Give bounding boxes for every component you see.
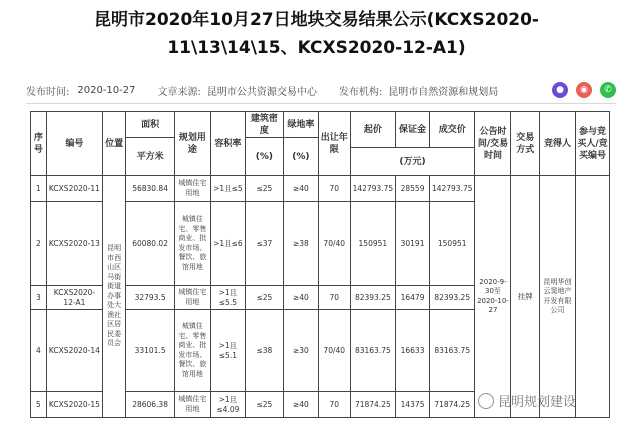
cell-use: 城镇住宅用地 (174, 392, 210, 418)
cell-deposit: 14375 (396, 392, 430, 418)
cell-start: 83163.75 (350, 310, 396, 392)
wechat-share-icon[interactable]: ✆ (600, 82, 616, 98)
cell-use: 城镇住宅、零售商业、批发市场、餐饮、旅馆用地 (174, 310, 210, 392)
cell-term: 70 (318, 286, 350, 310)
cell-density: ≤38 (245, 310, 283, 392)
cell-deal: 150951 (429, 202, 475, 286)
cell-seq: 3 (31, 286, 47, 310)
cell-deal: 83163.75 (429, 310, 475, 392)
cell-start: 142793.75 (350, 176, 396, 202)
cell-density: ≤37 (245, 202, 283, 286)
source-value: 昆明市公共资源交易中心 (206, 86, 317, 98)
cell-green: ≥40 (283, 286, 318, 310)
cell-deposit: 16633 (396, 310, 430, 392)
cell-area: 33101.5 (126, 310, 175, 392)
cell-deal: 142793.75 (429, 176, 475, 202)
cell-start: 82393.25 (350, 286, 396, 310)
header-density: 建筑密度 (245, 112, 283, 138)
publish-time-value: 2020-10-27 (77, 84, 136, 96)
cell-area: 28606.38 (126, 392, 175, 418)
cell-use: 城镇住宅、零售商业、批发市场、餐饮、旅馆用地 (174, 202, 210, 286)
header-green-unit: (%) (283, 138, 318, 176)
cell-far: >1且≤6 (210, 202, 245, 286)
title-line-1: 昆明市2020年10月27日地块交易结果公示(KCXS2020- (93, 10, 539, 30)
title-line-2: 11\13\14\15、KCXS2020-12-A1) (167, 38, 466, 58)
header-participants: 参与竞买人/竞买编号 (576, 112, 610, 176)
divider (26, 103, 616, 104)
cell-seq: 1 (31, 176, 47, 202)
header-start-price: 起价 (350, 112, 396, 148)
org-value: 昆明市自然资源和规划局 (388, 86, 499, 98)
header-seq: 序号 (31, 112, 47, 176)
header-density-unit: (%) (245, 138, 283, 176)
article-source (158, 83, 339, 98)
share-icons (552, 82, 616, 98)
cell-location: 昆明市西山区马街街道办事处大渔社区居民委员会 (102, 176, 125, 418)
cell-code: KCXS2020-15 (46, 392, 102, 418)
publish-time (26, 83, 158, 98)
qq-share-icon[interactable]: ◉ (576, 82, 592, 98)
header-green: 绿地率 (283, 112, 318, 138)
cell-seq: 2 (31, 202, 47, 286)
cell-density: ≤25 (245, 392, 283, 418)
cell-area: 56830.84 (126, 176, 175, 202)
watermark-text: 昆明规划建设 (498, 395, 577, 410)
transaction-table (30, 111, 610, 418)
header-deal-price: 成交价 (429, 112, 475, 148)
cell-winner: 昆明华创云窦地产开发有限公司 (540, 176, 576, 418)
article-meta (26, 80, 616, 100)
header-money-unit: (万元) (350, 148, 475, 176)
header-method: 交易方式 (511, 112, 540, 176)
weibo-share-icon[interactable]: ● (552, 82, 568, 98)
cell-method: 挂牌 (511, 176, 540, 418)
header-code: 编号 (46, 112, 102, 176)
header-winner: 竞得人 (540, 112, 576, 176)
cell-density: ≤25 (245, 286, 283, 310)
publishing-org (339, 83, 498, 98)
cell-code: KCXS2020-14 (46, 310, 102, 392)
header-area-unit: 平方米 (126, 138, 175, 176)
cell-deal: 82393.25 (429, 286, 475, 310)
cell-far: >1且≤5.5 (210, 286, 245, 310)
cell-use: 城镇住宅用地 (174, 286, 210, 310)
header-planned-use: 规划用途 (174, 112, 210, 176)
cell-green: ≥40 (283, 176, 318, 202)
cell-term: 70 (318, 176, 350, 202)
cell-participants (576, 176, 610, 418)
cell-seq: 5 (31, 392, 47, 418)
cell-deposit: 16479 (396, 286, 430, 310)
cell-green: ≥40 (283, 392, 318, 418)
page-title (0, 6, 633, 62)
publish-time-label: 发布时间: (26, 86, 70, 98)
cell-far: >1且≤5 (210, 176, 245, 202)
cell-area: 32793.5 (126, 286, 175, 310)
cell-area: 60080.02 (126, 202, 175, 286)
cell-term: 70/40 (318, 310, 350, 392)
cell-start: 71874.25 (350, 392, 396, 418)
cell-code: KCXS2020-11 (46, 176, 102, 202)
table-row (31, 176, 610, 202)
cell-far: >1且≤4.09 (210, 392, 245, 418)
cell-notice-time: 2020-9-30至2020-10-27 (475, 176, 511, 418)
org-label: 发布机构: (338, 86, 383, 98)
header-far: 容积率 (210, 112, 245, 176)
header-term: 出让年限 (318, 112, 350, 176)
cell-code: KCXS2020-13 (46, 202, 102, 286)
cell-start: 150951 (350, 202, 396, 286)
cell-use: 城镇住宅用地 (174, 176, 210, 202)
wechat-watermark (478, 391, 576, 410)
header-notice-time: 公告时间/交易时间 (475, 112, 511, 176)
header-deposit: 保证金 (396, 112, 430, 148)
header-area: 面积 (126, 112, 175, 138)
cell-deposit: 30191 (396, 202, 430, 286)
cell-term: 70/40 (318, 202, 350, 286)
cell-green: ≥38 (283, 202, 318, 286)
source-label: 文章来源: (157, 86, 201, 98)
cell-deposit: 28559 (396, 176, 430, 202)
cell-green: ≥30 (283, 310, 318, 392)
cell-density: ≤25 (245, 176, 283, 202)
cell-far: >1且≤5.1 (210, 310, 245, 392)
cell-code: KCXS2020-12-A1 (46, 286, 102, 310)
cell-term: 70 (318, 392, 350, 418)
header-location: 位置 (102, 112, 125, 176)
cell-seq: 4 (31, 310, 47, 392)
wechat-account-icon (478, 393, 494, 409)
cell-deal: 71874.25 (429, 392, 475, 418)
